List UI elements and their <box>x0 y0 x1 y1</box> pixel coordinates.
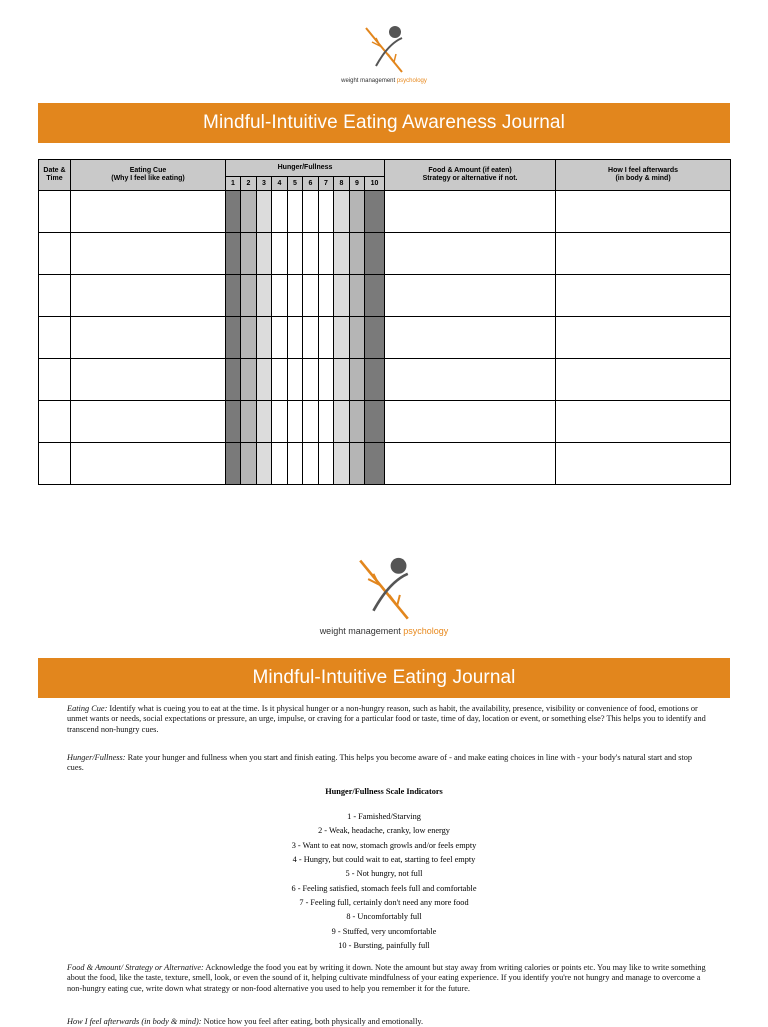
logo-mark-icon <box>344 550 424 624</box>
hunger-scale-cell-8[interactable] <box>334 401 350 443</box>
feel-after-cell[interactable] <box>556 317 731 359</box>
header-feel-after: How I feel afterwards (in body & mind) <box>556 160 731 191</box>
hunger-scale-cell-2[interactable] <box>241 443 257 485</box>
hunger-scale-cell-10[interactable] <box>365 191 385 233</box>
eating-cue-cell[interactable] <box>71 191 226 233</box>
hunger-scale-cell-10[interactable] <box>365 317 385 359</box>
eating-cue-paragraph: Eating Cue: Identify what is cueing you to eat at the time. Is it physical hunger or a non-hungry reason, such as habit, the availability, presence, visibility or convenience of food, emotions or unmet wants or needs, social expectations or pressure, an urge, impulse, or craving for a particular food or taste, time of day, location or event, or something else? This helps you to identify and transcend non-hungry cues. <box>67 704 706 734</box>
hunger-scale-cell-4[interactable] <box>272 191 288 233</box>
logo-mark-icon <box>354 20 414 76</box>
hunger-scale-cell-5[interactable] <box>288 191 303 233</box>
hunger-scale-cell-10[interactable] <box>365 401 385 443</box>
feel-after-cell[interactable] <box>556 443 731 485</box>
table-row <box>39 233 731 275</box>
table-row <box>39 275 731 317</box>
hunger-scale-cell-3[interactable] <box>257 275 272 317</box>
scale-item: 3 - Want to eat now, stomach growls and/or feels empty <box>291 840 477 850</box>
food-amount-cell[interactable] <box>385 233 556 275</box>
hunger-scale-cell-2[interactable] <box>241 401 257 443</box>
hunger-scale-cell-6[interactable] <box>303 191 319 233</box>
scale-item: 1 - Famished/Starving <box>347 812 421 821</box>
hunger-scale-cell-10[interactable] <box>365 359 385 401</box>
hunger-scale-cell-7[interactable] <box>319 317 334 359</box>
header-date-time: Date & Time <box>39 160 71 191</box>
eating-cue-cell[interactable] <box>71 359 226 401</box>
scale-header-6: 6 <box>303 177 319 191</box>
hunger-scale-cell-4[interactable] <box>272 401 288 443</box>
hunger-scale-cell-4[interactable] <box>272 317 288 359</box>
eating-cue-cell[interactable] <box>71 317 226 359</box>
header-eating-cue: Eating Cue (Why I feel like eating) <box>71 160 226 191</box>
hunger-scale-cell-2[interactable] <box>241 275 257 317</box>
table-row <box>39 401 731 443</box>
scale-item: 10 - Bursting, painfully full <box>338 941 430 951</box>
scale-item: 7 - Feeling full, certainly don't need any more food <box>299 898 469 908</box>
scale-header-3: 3 <box>257 177 272 191</box>
eating-cue-cell[interactable] <box>71 233 226 275</box>
food-amount-cell[interactable] <box>385 317 556 359</box>
scale-title: Hunger/Fullness Scale Indicators <box>325 787 443 796</box>
feel-after-cell[interactable] <box>556 191 731 233</box>
hunger-scale-cell-9[interactable] <box>350 443 365 485</box>
hunger-scale-cell-2[interactable] <box>241 317 257 359</box>
scale-item: 6 - Feeling satisfied, stomach feels full and comfortable <box>291 883 477 893</box>
scale-list <box>0 810 768 953</box>
hunger-scale-cell-6[interactable] <box>303 443 319 485</box>
hunger-scale-cell-4[interactable] <box>272 233 288 275</box>
hunger-scale-cell-9[interactable] <box>350 191 365 233</box>
hunger-scale-cell-9[interactable] <box>350 359 365 401</box>
journal-table <box>38 159 731 485</box>
feel-after-cell[interactable] <box>556 359 731 401</box>
logo-top <box>0 20 768 84</box>
journal-guide-title: Mindful-Intuitive Eating Journal <box>252 667 516 688</box>
scale-header-1: 1 <box>226 177 241 191</box>
hunger-scale-cell-1[interactable] <box>226 233 241 275</box>
journal-title-banner <box>38 103 730 143</box>
hunger-scale-cell-2[interactable] <box>241 233 257 275</box>
table-row <box>39 443 731 485</box>
hunger-scale-cell-5[interactable] <box>288 317 303 359</box>
hunger-scale-cell-8[interactable] <box>334 275 350 317</box>
date-time-cell[interactable] <box>39 401 71 443</box>
logo-bottom <box>0 550 768 636</box>
hunger-scale-cell-2[interactable] <box>241 359 257 401</box>
hunger-scale-cell-6[interactable] <box>303 275 319 317</box>
hunger-scale-cell-5[interactable] <box>288 401 303 443</box>
hunger-scale-cell-5[interactable] <box>288 443 303 485</box>
food-amount-cell[interactable] <box>385 401 556 443</box>
hunger-scale-cell-6[interactable] <box>303 359 319 401</box>
feel-paragraph: How I feel afterwards (in body & mind): Notice how you feel after eating, both physically and emotionally. <box>67 1017 424 1026</box>
feel-after-cell[interactable] <box>556 401 731 443</box>
eating-cue-cell[interactable] <box>71 275 226 317</box>
scale-item: 9 - Stuffed, very uncomfortable <box>331 926 437 936</box>
food-amount-cell[interactable] <box>385 191 556 233</box>
hunger-scale-cell-1[interactable] <box>226 191 241 233</box>
eating-cue-cell[interactable] <box>71 401 226 443</box>
hunger-scale-cell-8[interactable] <box>334 317 350 359</box>
hunger-scale-cell-1[interactable] <box>226 317 241 359</box>
hunger-scale-cell-9[interactable] <box>350 401 365 443</box>
hunger-scale-cell-3[interactable] <box>257 191 272 233</box>
scale-item: 5 - Not hungry, not full <box>345 869 423 879</box>
hunger-scale-cell-1[interactable] <box>226 443 241 485</box>
hunger-scale-cell-3[interactable] <box>257 233 272 275</box>
hunger-scale-cell-5[interactable] <box>288 359 303 401</box>
hunger-scale-cell-7[interactable] <box>319 443 334 485</box>
date-time-cell[interactable] <box>39 443 71 485</box>
logo-brand-text: weight management psychology <box>319 626 449 636</box>
hunger-scale-cell-9[interactable] <box>350 317 365 359</box>
hunger-scale-cell-5[interactable] <box>288 275 303 317</box>
hunger-scale-cell-10[interactable] <box>365 443 385 485</box>
scale-header-5: 5 <box>288 177 303 191</box>
scale-header-9: 9 <box>350 177 365 191</box>
scale-item: 8 - Uncomfortably full <box>346 912 422 922</box>
scale-header-7: 7 <box>319 177 334 191</box>
hunger-scale-cell-5[interactable] <box>288 233 303 275</box>
hunger-scale-cell-6[interactable] <box>303 233 319 275</box>
hunger-scale-cell-9[interactable] <box>350 233 365 275</box>
hunger-scale-cell-3[interactable] <box>257 359 272 401</box>
date-time-cell[interactable] <box>39 317 71 359</box>
scale-item: 4 - Hungry, but could wait to eat, starting to feel empty <box>292 855 476 865</box>
scale-item: 2 - Weak, headache, cranky, low energy <box>318 826 450 836</box>
table-row <box>39 359 731 401</box>
hunger-scale-cell-6[interactable] <box>303 317 319 359</box>
scale-header-8: 8 <box>334 177 350 191</box>
table-row <box>39 191 731 233</box>
hunger-paragraph: Hunger/Fullness: Rate your hunger and fullness when you start and finish eating. This helps you become aware of - and make eating choices in line with - your body's natural start and stop cues. <box>67 753 693 773</box>
hunger-scale-cell-4[interactable] <box>272 443 288 485</box>
hunger-scale-cell-7[interactable] <box>319 233 334 275</box>
hunger-scale-cell-8[interactable] <box>334 443 350 485</box>
date-time-cell[interactable] <box>39 359 71 401</box>
food-amount-cell[interactable] <box>385 443 556 485</box>
date-time-cell[interactable] <box>39 275 71 317</box>
hunger-scale-cell-7[interactable] <box>319 359 334 401</box>
scale-header-10: 10 <box>365 177 385 191</box>
scale-header-2: 2 <box>241 177 257 191</box>
hunger-scale-cell-10[interactable] <box>365 233 385 275</box>
hunger-scale-cell-8[interactable] <box>334 233 350 275</box>
hunger-scale-cell-4[interactable] <box>272 275 288 317</box>
hunger-scale-cell-10[interactable] <box>365 275 385 317</box>
feel-after-cell[interactable] <box>556 233 731 275</box>
hunger-scale-cell-1[interactable] <box>226 275 241 317</box>
scale-header-4: 4 <box>272 177 288 191</box>
date-time-cell[interactable] <box>39 191 71 233</box>
hunger-scale-cell-7[interactable] <box>319 275 334 317</box>
hunger-scale-cell-3[interactable] <box>257 443 272 485</box>
food-amount-cell[interactable] <box>385 359 556 401</box>
hunger-scale-cell-3[interactable] <box>257 317 272 359</box>
food-paragraph: Food & Amount/ Strategy or Alternative: Acknowledge the food you eat by writing it down. Note the amount but stay away from writing calories or points etc. You may like to write something about the food, like the taste, texture, smell, look, or even the sound of it, helping cultivate mindfulness of your eating experience. If you identify you're not hungry and manage to overcome a non-hungry eating cue, write down what strategy or non-food alternative you used to help you remember it for the future. <box>67 963 706 993</box>
date-time-cell[interactable] <box>39 233 71 275</box>
hunger-scale-cell-9[interactable] <box>350 275 365 317</box>
journal-title: Mindful-Intuitive Eating Awareness Journal <box>203 112 565 133</box>
food-amount-cell[interactable] <box>385 275 556 317</box>
hunger-scale-cell-7[interactable] <box>319 401 334 443</box>
hunger-scale-cell-2[interactable] <box>241 191 257 233</box>
eating-cue-cell[interactable] <box>71 443 226 485</box>
header-food-amount: Food & Amount (if eaten) Strategy or alternative if not. <box>385 160 556 191</box>
hunger-scale-cell-4[interactable] <box>272 359 288 401</box>
feel-after-cell[interactable] <box>556 275 731 317</box>
hunger-scale-cell-1[interactable] <box>226 401 241 443</box>
table-row <box>39 317 731 359</box>
hunger-scale-cell-1[interactable] <box>226 359 241 401</box>
hunger-scale-cell-6[interactable] <box>303 401 319 443</box>
hunger-scale-cell-8[interactable] <box>334 191 350 233</box>
journal-guide-banner <box>38 658 730 698</box>
hunger-scale-cell-8[interactable] <box>334 359 350 401</box>
logo-brand-text: weight management psychology <box>341 78 427 84</box>
hunger-scale-cell-7[interactable] <box>319 191 334 233</box>
header-hunger-fullness: Hunger/Fullness <box>226 160 385 177</box>
hunger-scale-cell-3[interactable] <box>257 401 272 443</box>
